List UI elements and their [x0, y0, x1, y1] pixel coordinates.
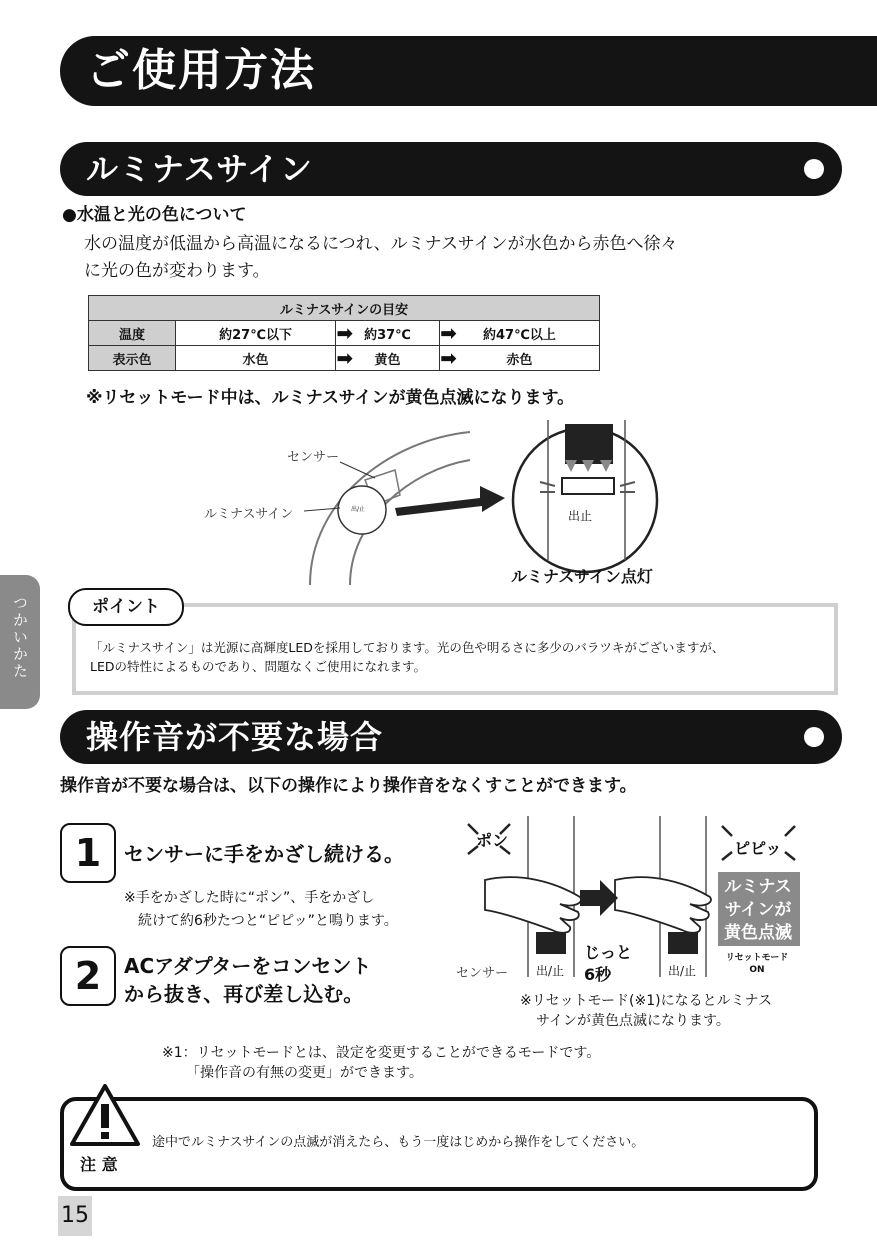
zoom-button-text: 出止 [568, 509, 593, 523]
pipi-sound-label: ピピッ [734, 839, 782, 858]
luminous-blink-text [720, 876, 796, 945]
page-title: ご使用方法 [86, 45, 316, 96]
row-label: 温度 [89, 321, 176, 346]
table-cell: 約27℃以下 ➡ [176, 321, 336, 346]
sound-burst-icon [785, 826, 795, 836]
point-line-2: LEDの特性によるものであり、問題なくご使用になれます。 [90, 659, 426, 674]
side-tab [0, 575, 40, 709]
table-cell: 黄色 ➡ [336, 346, 440, 371]
table-caption: ルミナスサインの目安 [89, 296, 600, 321]
zoom-arrow-icon [395, 486, 505, 516]
right-arrow-icon: ➡ [440, 346, 457, 370]
seconds-label: 6秒 [584, 965, 612, 984]
sound-burst-icon [722, 826, 732, 836]
section-header-luminous-sign [60, 142, 842, 196]
luminous-sign-strip [562, 478, 614, 494]
exclamation-dot [101, 1132, 109, 1139]
step2-line-2: から抜き、再び差し込む。 [124, 982, 364, 1006]
sensor-leader-line [340, 462, 375, 478]
warning-triangle-icon [68, 1082, 142, 1148]
section-title: 操作音が不要な場合 [86, 718, 384, 756]
step1-note-2: 続けて約6秒たつと“ピピッ”と鳴ります。 [138, 913, 398, 929]
illustration-note-1: ※リセットモード(※1)になるとルミナス [520, 993, 773, 1009]
hold-label: じっと [584, 943, 633, 962]
luminous-guide-table [88, 295, 600, 371]
table-cell: 約47℃以上 [439, 321, 599, 346]
table-row [89, 321, 600, 346]
table-row [89, 346, 600, 371]
luminous-blink-line-3: 黄色点滅 [724, 923, 792, 943]
right-arrow-icon: ➡ [336, 346, 354, 370]
hand-left-icon [485, 877, 581, 933]
step1-text: センサーに手をかざし続ける。 [124, 842, 404, 866]
step2-line-1: ACアダプターをコンセント [124, 954, 372, 978]
sensor-block [536, 932, 566, 954]
reset-note: ※リセットモード中は、ルミナスサインが黄色点滅になります。 [86, 388, 575, 408]
reset-mode-line-2: ON [749, 965, 765, 975]
warning-label: 注 意 [80, 1155, 118, 1174]
faucet-spout-zoom [565, 424, 613, 464]
subheading: ●水温と光の色について [62, 205, 247, 225]
description-line-2: に光の色が変わります。 [84, 261, 270, 281]
hand-right-icon [615, 877, 711, 933]
button-label-1: 出/止 [536, 964, 565, 978]
button-label-2: 出/止 [668, 964, 697, 978]
section2-intro: 操作音が不要な場合は、以下の操作により操作音をなくすことができます。 [60, 776, 637, 796]
luminous-blink-line-1: ルミナス [724, 877, 792, 897]
sound-burst-icon [722, 852, 732, 860]
side-tab-label: つかいかた [11, 595, 29, 680]
step1-note-1: ※手をかざした時に“ポン”、手をかざし [124, 890, 375, 906]
warning-text: 途中でルミナスサインの点滅が消えたら、もう一度はじめから操作をしてください。 [152, 1135, 645, 1150]
illustration-note-2: サインが黄色点滅になります。 [536, 1013, 730, 1029]
step-arrow-icon [580, 880, 618, 916]
footnote-1: ※1：リセットモードとは、設定を変更することができるモードです。 [162, 1045, 601, 1061]
row-label: 表示色 [89, 346, 176, 371]
point-tag: ポイント [68, 588, 184, 626]
page-number: 15 [58, 1196, 92, 1236]
reset-mode-label [722, 952, 792, 976]
device-button-text: 出/止 [351, 506, 366, 513]
luminous-sign-label: ルミナスサイン [204, 507, 294, 522]
sound-burst-icon [785, 852, 795, 860]
section-dot-icon [804, 159, 824, 179]
luminous-blink-line-2: サインが [724, 900, 792, 920]
exclamation-bar [101, 1104, 109, 1128]
reset-mode-line-1: リセットモード [725, 953, 789, 963]
description-line-1: 水の温度が低温から高温になるにつれ、ルミナスサインが水色から赤色へ徐々 [84, 234, 678, 254]
step-number-1: 1 [60, 823, 116, 883]
point-line-1: 「ルミナスサイン」は光源に高輝度LEDを採用しております。光の色や明るさに多少のバラツキがございますが、 [90, 640, 725, 655]
table-cell: 約37℃ ➡ [336, 321, 440, 346]
section-dot-icon [804, 727, 824, 747]
section-title: ルミナスサイン [86, 150, 313, 188]
table-cell: 赤色 [439, 346, 599, 371]
diagram-caption: ルミナスサイン点灯 [511, 567, 653, 586]
footnote-2: 「操作音の有無の変更」ができます。 [186, 1065, 423, 1081]
step-number-2: 2 [60, 946, 116, 1006]
right-arrow-icon: ➡ [440, 321, 457, 345]
sensor-label-2: センサー [456, 966, 509, 981]
pon-sound-label: ポン [476, 831, 509, 850]
table-cell: 水色 ➡ [176, 346, 336, 371]
sensor-block [668, 932, 698, 954]
section-header-operation-sound [60, 710, 842, 764]
sensor-label: センサー [287, 450, 340, 465]
right-arrow-icon: ➡ [336, 321, 354, 345]
